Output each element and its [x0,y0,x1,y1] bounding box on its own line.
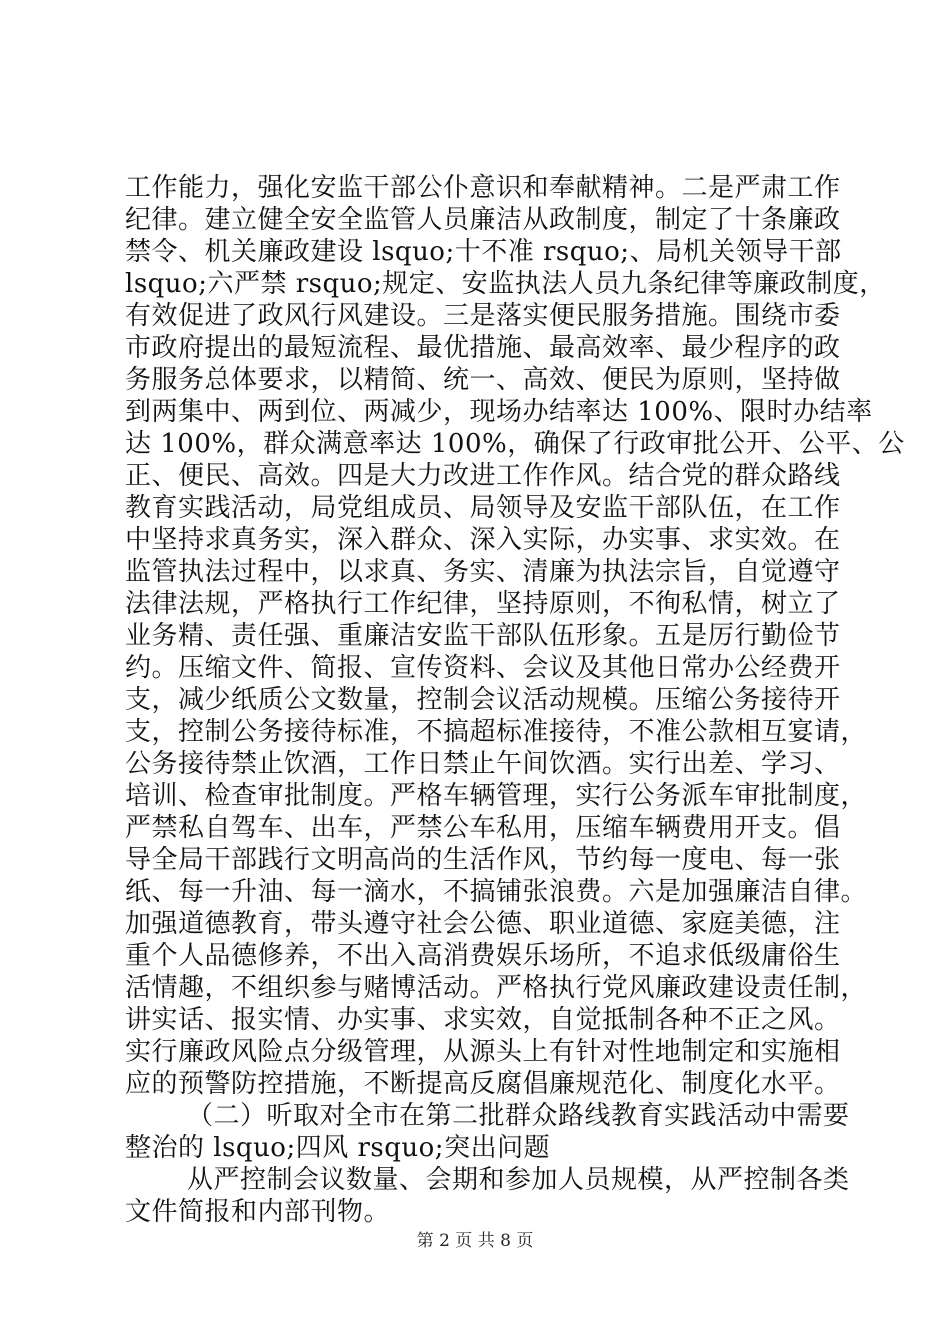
section-heading-continuation: 整治的 lsquo;四风 rsquo;突出问题 [125,1133,551,1163]
text-line: 纸、每一升油、每一滴水，不搞铺张浪费。六是加强廉洁自律。 [125,877,868,907]
document-body [125,172,905,1228]
page-indicator: 第 2 页 共 8 页 [416,1231,534,1251]
text-line: 纪律。建立健全安全监管人员廉洁从政制度，制定了十条廉政 [125,205,841,235]
text-line: 务服务总体要求，以精简、统一、高效、便民为原则，坚持做 [125,365,841,395]
text-line: 支，控制公务接待标准，不搞超标准接待，不准公款相互宴请， [125,717,868,747]
page-footer [0,1230,950,1252]
text-line: 约。压缩文件、简报、宣传资料、会议及其他日常办公经费开 [125,653,841,683]
text-line: lsquo;六严禁 rsquo;规定、安监执法人员九条纪律等廉政制度， [125,269,886,299]
text-line: 禁令、机关廉政建设 lsquo;十不准 rsquo;、局机关领导干部 [125,237,842,267]
text-line: 严禁私自驾车、出车，严禁公车私用，压缩车辆费用开支。倡 [125,813,841,843]
text-line: 到两集中、两到位、两减少，现场办结率达 100%、限时办结率 [125,397,873,427]
text-line: 中坚持求真务实，深入群众、深入实际，办实事、求实效。在 [125,525,841,555]
text-line: 重个人品德修养，不出入高消费娱乐场所，不追求低级庸俗生 [125,941,841,971]
text-line: 工作能力，强化安监干部公仆意识和奉献精神。二是严肃工作 [125,173,841,203]
text-line: 达 100%，群众满意率达 100%，确保了行政审批公开、公平、公 [125,429,905,459]
text-line: 加强道德教育，带头遵守社会公德、职业道德、家庭美德，注 [125,909,841,939]
text-line: 实行廉政风险点分级管理，从源头上有针对性地制定和实施相 [125,1037,841,1067]
section-heading: （二）听取对全市在第二批群众路线教育实践活动中需要 [187,1101,850,1131]
text-line: 讲实话、报实情、办实事、求实效，自觉抵制各种不正之风。 [125,1005,841,1035]
text-line: 市政府提出的最短流程、最优措施、最高效率、最少程序的政 [125,333,841,363]
text-line: 正、便民、高效。四是大力改进工作作风。结合党的群众路线 [125,461,841,491]
paragraph-line: 从严控制会议数量、会期和参加人员规模，从严控制各类 [187,1165,850,1195]
text-line: 有效促进了政风行风建设。三是落实便民服务措施。围绕市委 [125,301,841,331]
text-line: 教育实践活动，局党组成员、局领导及安监干部队伍，在工作 [125,493,841,523]
text-line: 业务精、责任强、重廉洁安监干部队伍形象。五是厉行勤俭节 [125,621,841,651]
text-line: 导全局干部践行文明高尚的生活作风，节约每一度电、每一张 [125,845,841,875]
text-line: 公务接待禁止饮酒，工作日禁止午间饮酒。实行出差、学习、 [125,749,841,779]
paragraph-line: 文件简报和内部刊物。 [125,1197,391,1227]
text-line: 支，减少纸质公文数量，控制会议活动规模。压缩公务接待开 [125,685,841,715]
text-line: 培训、检查审批制度。严格车辆管理，实行公务派车审批制度， [125,781,868,811]
text-line: 法律法规，严格执行工作纪律，坚持原则，不徇私情，树立了 [125,589,841,619]
text-line: 活情趣，不组织参与赌博活动。严格执行党风廉政建设责任制， [125,973,868,1003]
text-line: 应的预警防控措施，不断提高反腐倡廉规范化、制度化水平。 [125,1069,841,1099]
text-line: 监管执法过程中，以求真、务实、清廉为执法宗旨，自觉遵守 [125,557,841,587]
